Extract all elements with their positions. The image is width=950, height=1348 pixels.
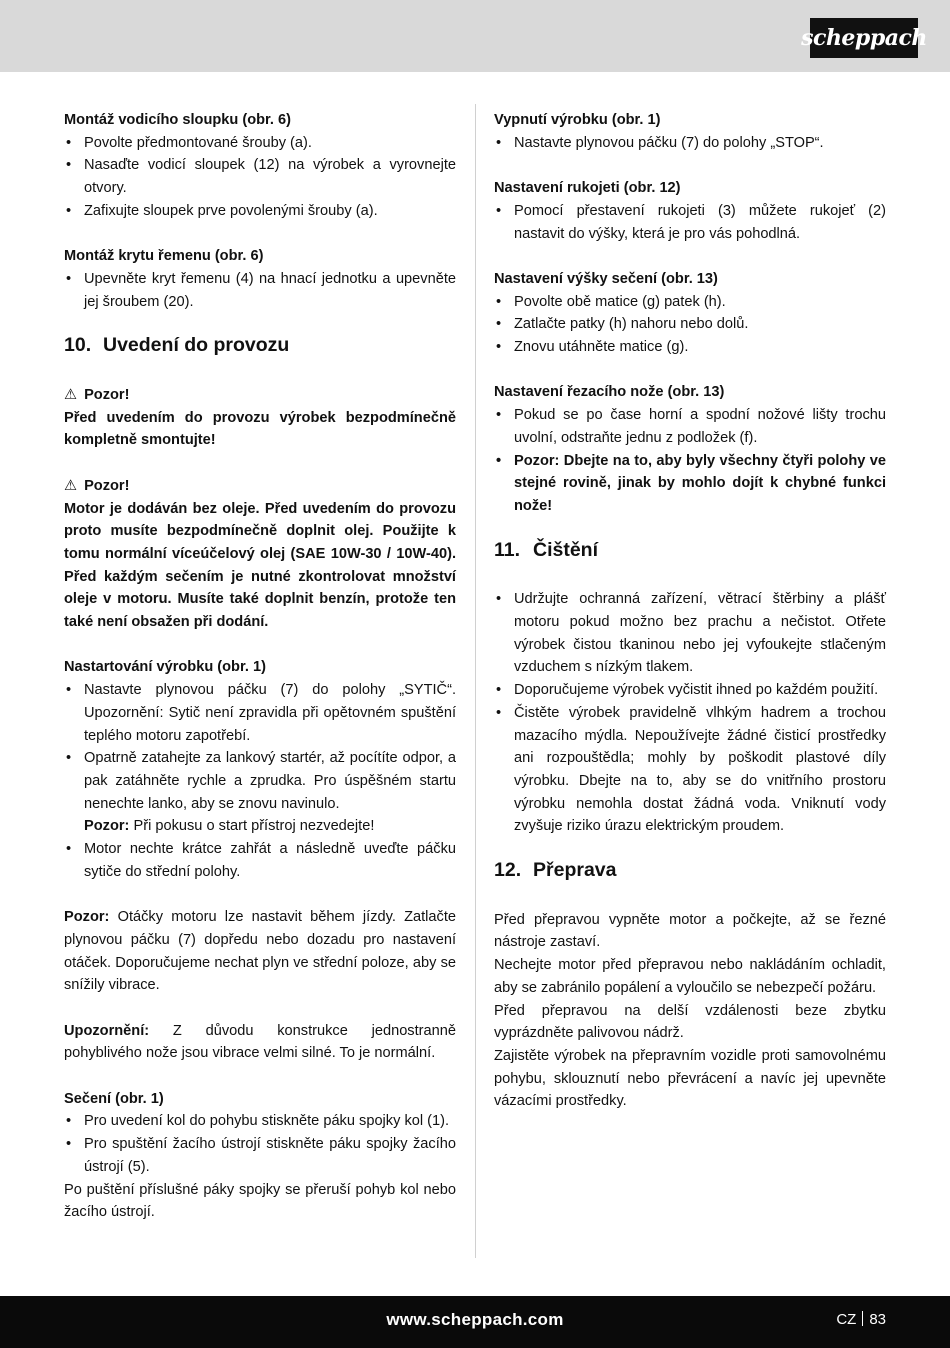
list-item: • Zatlačte patky (h) nahoru nebo dolů. <box>494 313 886 336</box>
list-item: • Čistěte výrobek pravidelně vlhkým hadrem a trochou mazacího mýdla. Nepoužívejte žádné čisticí prostředky ani rozpouštědla; mohly by poškodit plastové díly výrobku. Dbejte na to, aby se do vnitřního prostoru výrobku nemohla dostat žádná voda. Vniknutí vody zvyšuje riziko úrazu elektrickým proudem. <box>494 702 886 838</box>
footer-bar <box>0 1296 950 1348</box>
heading-guide-column: Montáž vodicího sloupku (obr. 6) <box>64 112 292 128</box>
paragraph-transport: Před přepravou vypněte motor a počkejte, až se řezné nástroje zastaví. <box>494 911 886 951</box>
heading-cut-height: Nastavení výšky sečení (obr. 13) <box>494 270 718 287</box>
page-indicator <box>836 1311 886 1328</box>
section-12-title <box>494 857 886 883</box>
list-handle <box>494 200 886 245</box>
list-cut-height <box>494 291 886 359</box>
warning-1 <box>64 384 456 452</box>
list-item: • Motor nechte krátce zahřát a následně uveďte páčku sytiče do střední polohy. <box>64 838 456 883</box>
section-11-title <box>494 537 886 563</box>
paragraph-transport: Nechejte motor před přepravou nebo nakládáním ochladit, aby se zabránilo popálení a vyloučilo se nebezpečí požáru. <box>494 957 886 996</box>
list-item: • Nastavte plynovou páčku (7) do polohy „STOP“. <box>494 132 886 155</box>
section-number: 10. <box>64 334 92 357</box>
list-guide-column <box>64 132 456 223</box>
warning-triangle-icon: ⚠ <box>64 477 78 494</box>
list-item: • Opatrně zatahejte za lankový startér, až pocítíte odpor, a pak zatáhněte rychle a zprudka. Pro úspěšném startu nenechte lanko, aby se znovu navinulo. Pozor: Při pokusu o start přístroj nezvedejte! <box>64 747 456 838</box>
heading-handle: Nastavení rukojeti (obr. 12) <box>494 180 681 197</box>
list-item: • Pokud se po čase horní a spodní nožové lišty trochu uvolní, odstraňte jednu z podložek (f). <box>494 404 886 449</box>
column-divider <box>475 104 476 1258</box>
paragraph-vibration: Upozornění: Z důvodu konstrukce jednostranně pohyblivého nože jsou vibrace velmi silné. To je normální. <box>64 1022 456 1062</box>
heading-mowing: Sečení (obr. 1) <box>64 1090 164 1107</box>
list-item: • Pro spuštění žacího ústrojí stiskněte páku spojky žacího ústrojí (5). <box>64 1133 456 1178</box>
list-item: • Zafixujte sloupek prve povolenými šrouby (a). <box>64 200 456 223</box>
warning-triangle-icon: ⚠ <box>64 387 78 403</box>
section-number: 12. <box>494 859 522 882</box>
list-cleaning <box>494 588 886 838</box>
list-item: • Nasaďte vodicí sloupek (12) na výrobek a vyrovnejte otvory. <box>64 154 456 199</box>
warning-text: Motor je dodáván bez oleje. Před uvedením do provozu proto musíte bezpodmínečně doplnit olej. Použijte k tomu normální víceúčelový olej (SAE 10W-30 / 10W-40). Před každým sečením je nutné zkontrolovat množství oleje v motoru. Musíte také doplnit benzín, protože ten také není obsažen při dodání. <box>64 500 456 631</box>
paragraph-speed: Pozor: Otáčky motoru lze nastavit během jízdy. Zatlačte plynovou páčku (7) dopředu nebo dozadu pro nastavení otáček. Doporučujeme nechat plyn ve střední poloze, aby se snížily vibrace. <box>64 909 456 994</box>
page-number: 83 <box>869 1311 886 1328</box>
list-item: • Udržujte ochranná zařízení, větrací štěrbiny a plášť motoru pokud možno bez prachu a nečistot. Otřete výrobek čistou tkaninou nebo jej vyfoukejte stlačeným vzduchem s nízkým tlakem. <box>494 588 886 679</box>
list-item: • Pomocí přestavení rukojeti (3) můžete rukojeť (2) nastavit do výšky, která je pro vás pohodlná. <box>494 200 886 245</box>
left-column <box>64 109 456 1224</box>
footer-url: www.scheppach.com <box>386 1310 564 1329</box>
right-column <box>494 109 886 1113</box>
list-blade <box>494 404 886 518</box>
section-title-text: Čištění <box>533 538 599 561</box>
warning-label: Pozor! <box>84 387 130 403</box>
list-start <box>64 679 456 883</box>
language-code: CZ <box>836 1311 857 1328</box>
paragraph-transport: Zajistěte výrobek na přepravním vozidle proti samovolnému pohybu, sklouznutí nebo převrácení a navíc jej upevněte vázacími prostředky. <box>494 1047 886 1110</box>
section-number: 11. <box>494 538 521 561</box>
section-title-text: Přeprava <box>533 859 617 882</box>
section-10-title <box>64 332 456 358</box>
heading-blade: Nastavení řezacího nože (obr. 13) <box>494 384 725 401</box>
heading-stop: Vypnutí výrobku (obr. 1) <box>494 112 661 128</box>
heading-belt-cover: Montáž krytu řemenu (obr. 6) <box>64 248 264 265</box>
list-item: • Povolte obě matice (g) patek (h). <box>494 291 886 314</box>
section-title-text: Uvedení do provozu <box>103 334 290 357</box>
list-mowing <box>64 1110 456 1178</box>
list-item: • Nastavte plynovou páčku (7) do polohy „SYTIČ“. Upozornění: Sytič není zpravidla při opětovném spuštění teplého motoru zapotřebí. <box>64 679 456 747</box>
list-item: • Znovu utáhněte matice (g). <box>494 336 886 359</box>
list-item: • Upevněte kryt řemenu (4) na hnací jednotku a upevněte jej šroubem (20). <box>64 268 456 313</box>
warning-label: Pozor! <box>84 477 130 494</box>
paragraph-mowing: Po puštění příslušné páky spojky se přeruší pohyb kol nebo žacího ústrojí. <box>64 1181 456 1221</box>
list-item: • Doporučujeme výrobek vyčistit ihned po každém použití. <box>494 679 886 702</box>
paragraph-transport: Před přepravou na delší vzdálenosti beze zbytku vyprázdněte palivovou nádrž. <box>494 1002 886 1042</box>
list-item: • Pro uvedení kol do pohybu stiskněte páku spojky kol (1). <box>64 1110 456 1133</box>
warning-text: Před uvedením do provozu výrobek bezpodmínečně kompletně smontujte! <box>64 409 456 449</box>
scheppach-logo: scheppach <box>810 18 918 58</box>
list-item: • Pozor: Dbejte na to, aby byly všechny čtyři polohy ve stejné rovině, jinak by mohlo dojít k chybné funkci nože! <box>494 450 886 518</box>
list-stop <box>494 132 886 155</box>
header-bar <box>0 0 950 72</box>
warning-2 <box>64 475 456 634</box>
list-item: • Povolte předmontované šrouby (a). <box>64 132 456 155</box>
separator <box>862 1311 863 1326</box>
heading-start: Nastartování výrobku (obr. 1) <box>64 659 266 676</box>
list-belt-cover <box>64 268 456 313</box>
